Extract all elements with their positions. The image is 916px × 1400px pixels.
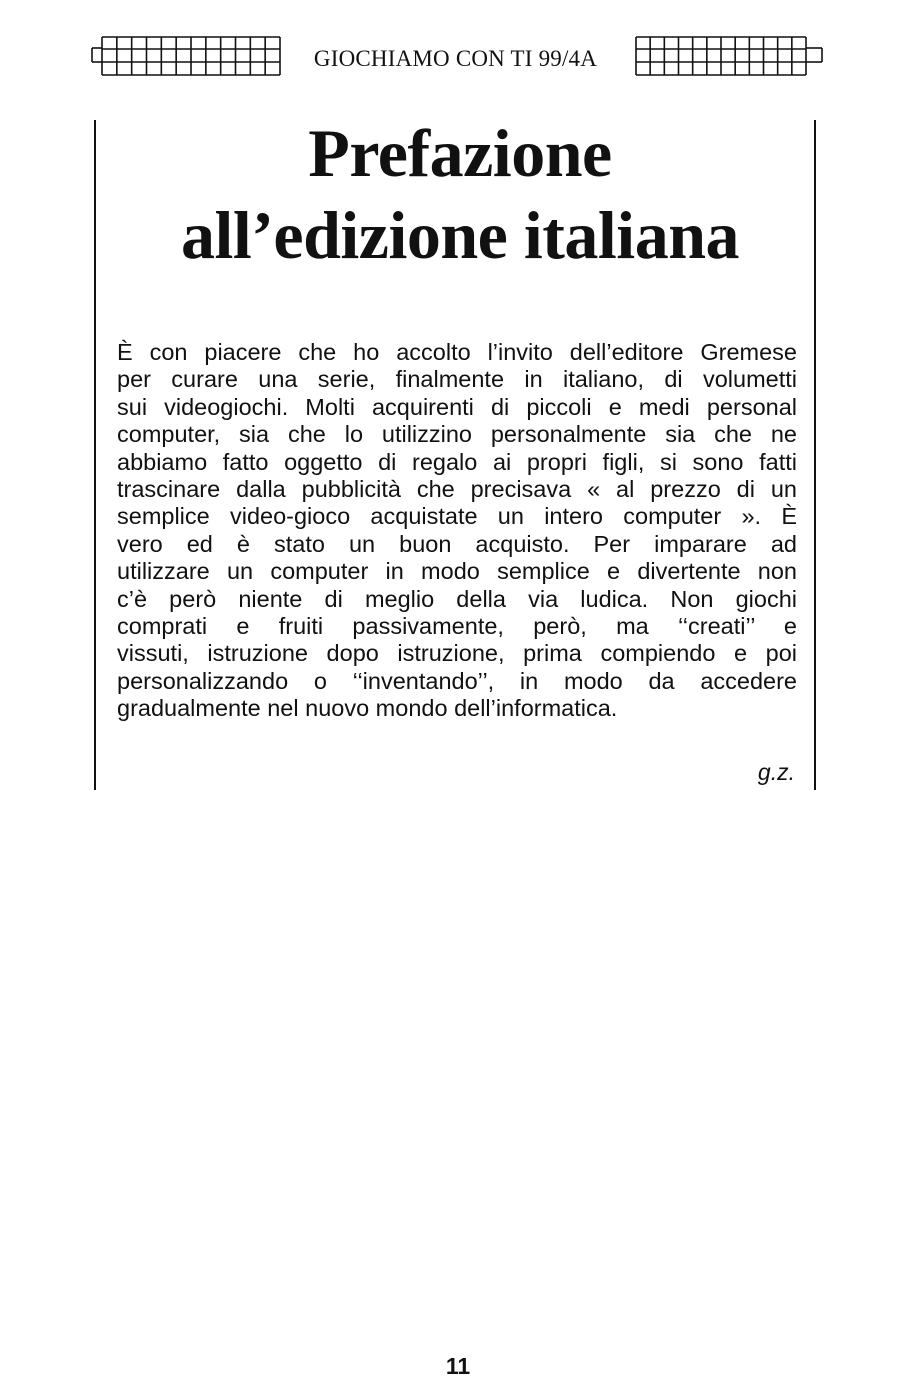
paragraph-line: c’è però niente di meglio della via ludica. Non giochi: [117, 585, 797, 612]
paragraph-line: vero ed è stato un buon acquisto. Per imparare ad: [117, 530, 797, 557]
paragraph-line: trascinare dalla pubblicità che precisava « al prezzo di un: [117, 475, 797, 502]
preface-paragraph: [117, 339, 797, 722]
paragraph-line: sui videogiochi. Molti acquirenti di piccoli e medi personal: [117, 393, 797, 420]
paragraph-line: semplice video-gioco acquistate un intero computer ». È: [117, 503, 797, 530]
paragraph-line: comprati e fruiti passivamente, però, ma ‘‘creati’’ e: [117, 612, 797, 639]
paragraph-line: computer, sia che lo utilizzino personalmente sia che ne: [117, 421, 797, 448]
page-number: 11: [445, 1353, 471, 1379]
right-margin-rule: [814, 120, 816, 790]
paragraph-line: È con piacere che ho accolto l’invito dell’editore Gremese: [117, 339, 797, 365]
paragraph-line: vissuti, istruzione dopo istruzione, prima compiendo e poi: [117, 640, 797, 667]
paragraph-line: utilizzare un computer in modo semplice e divertente non: [117, 558, 797, 585]
running-header: [88, 34, 828, 84]
running-title: GIOCHIAMO CON TI 99/4A: [283, 42, 628, 76]
paragraph-line: abbiamo fatto oggetto di regalo ai propri figli, si sono fatti: [117, 448, 797, 475]
chapter-title-line-2: all’edizione italiana: [180, 197, 740, 273]
paragraph-line: per curare una serie, finalmente in italiano, di volumetti: [117, 366, 797, 393]
chapter-title: [110, 112, 810, 276]
left-margin-rule: [94, 120, 96, 790]
paragraph-line: gradualmente nel nuovo mondo dell’informatica.: [117, 695, 618, 722]
author-signature: g.z.: [757, 759, 795, 785]
chapter-title-line-1: Prefazione: [308, 115, 612, 191]
paragraph-line: personalizzando o ‘‘inventando’’, in modo da accedere: [117, 667, 797, 694]
